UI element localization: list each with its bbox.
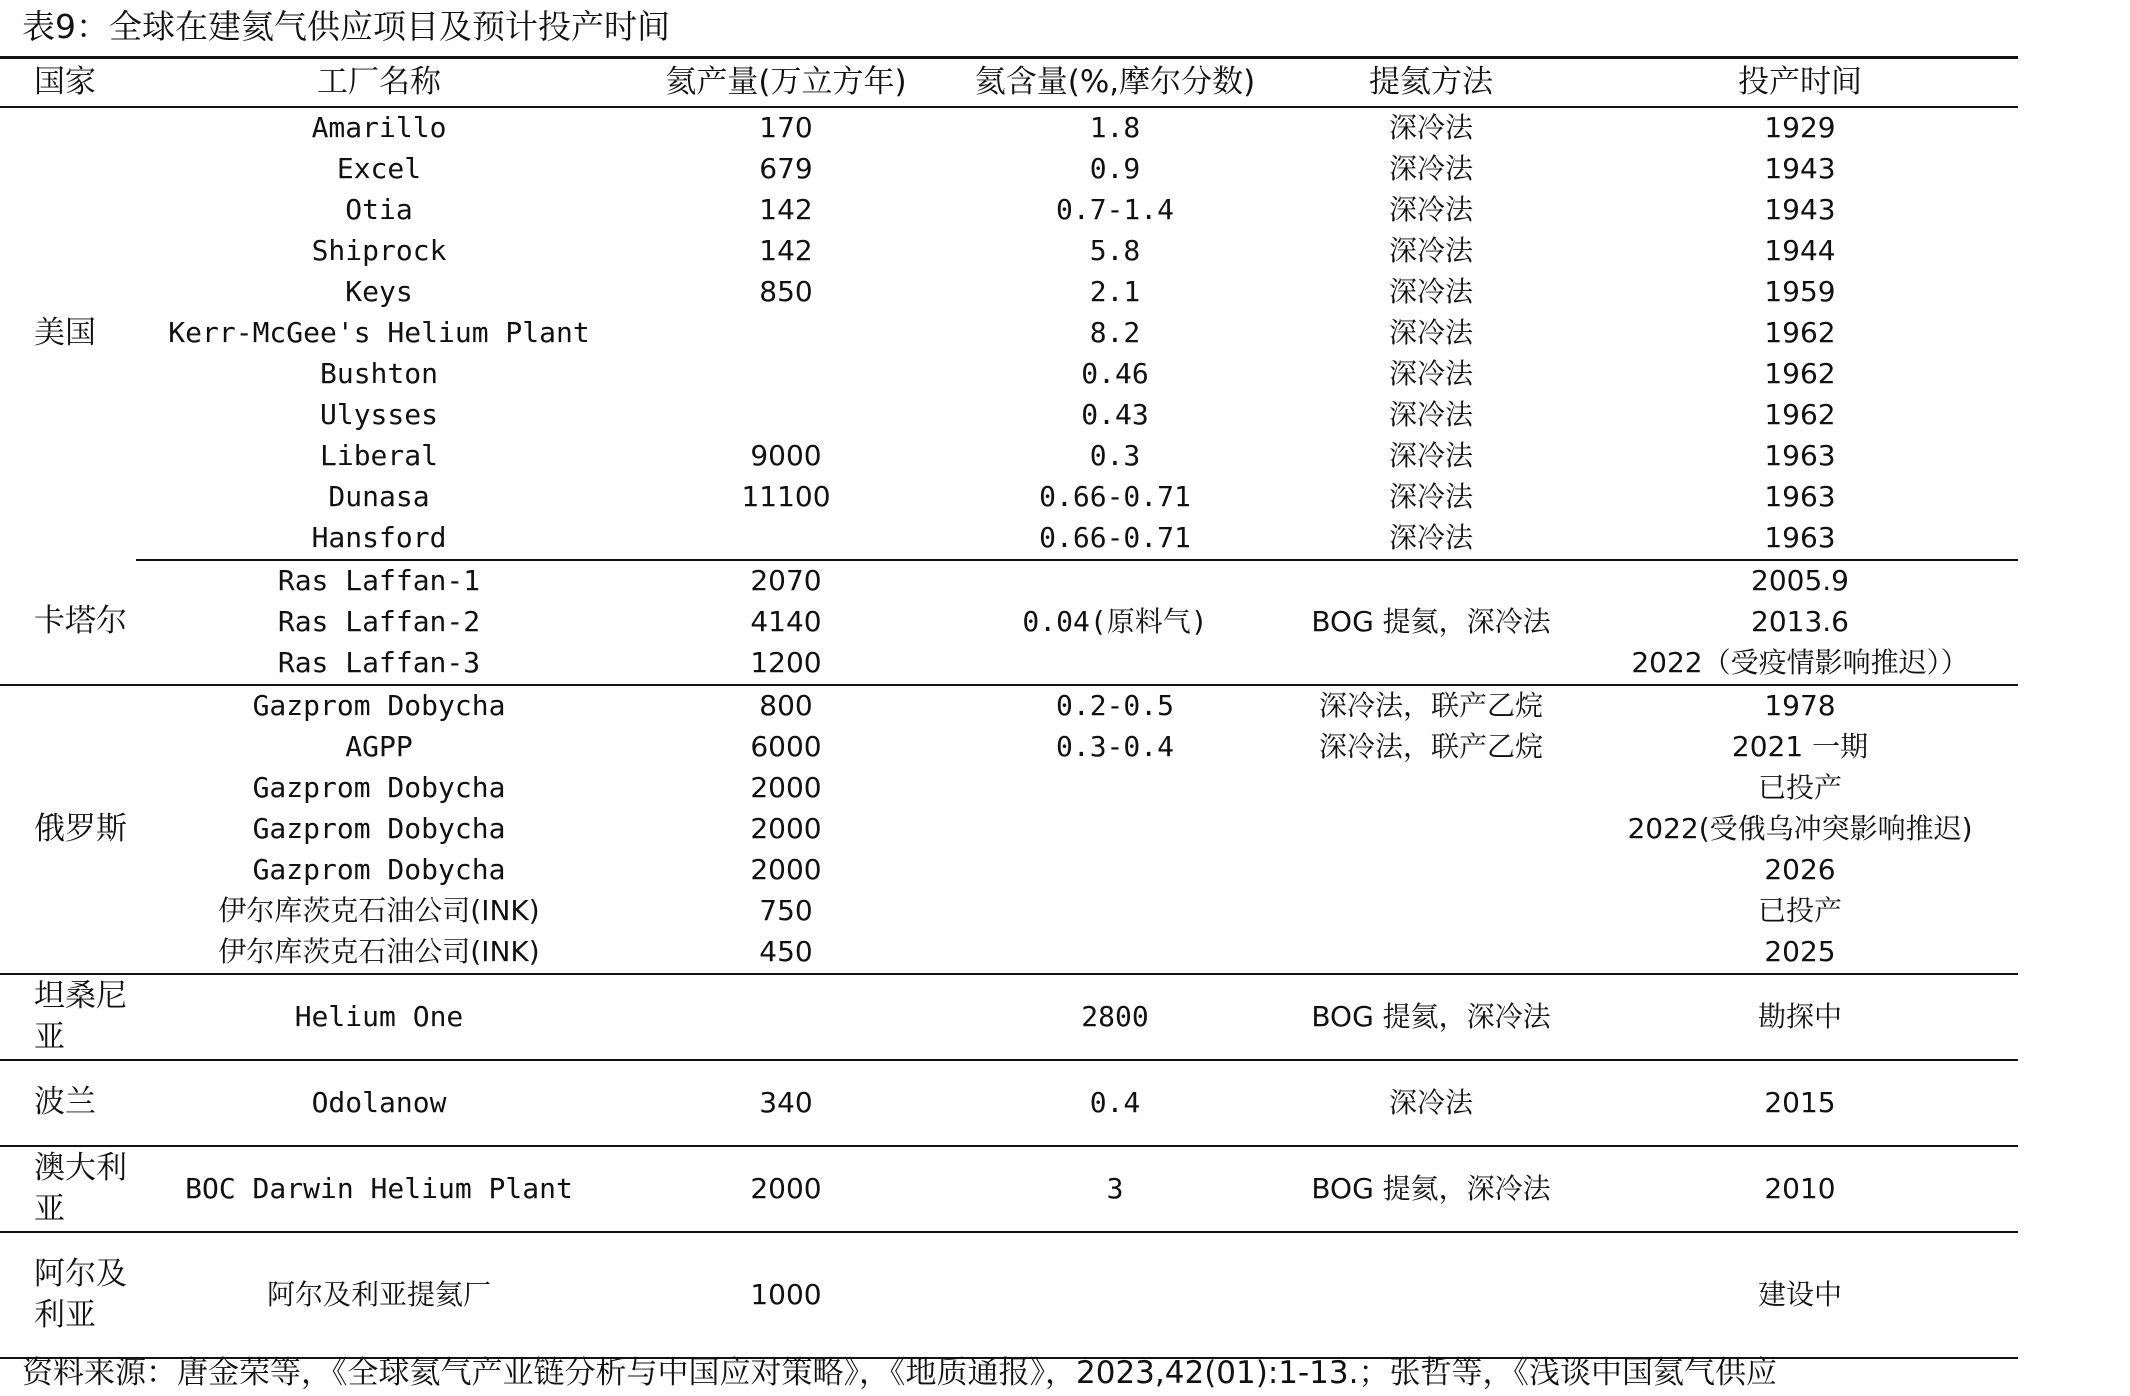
- method-cell: 深冷法: [1388, 357, 1473, 390]
- content-cell: 0.66-0.71: [950, 518, 1280, 560]
- plant-cell: Bushton: [319, 357, 438, 390]
- output-cell: 1000: [622, 1232, 950, 1358]
- method-cell: 深冷法，联产乙烷: [1318, 730, 1543, 763]
- plant-cell: Excel: [336, 152, 422, 185]
- plant-cell: Dunasa: [328, 480, 430, 513]
- output-cell: 2000: [750, 812, 822, 845]
- header-country: 国家: [0, 58, 136, 107]
- date-cell: 2021 一期: [1731, 730, 1869, 763]
- content-cell: 1.8: [1089, 111, 1141, 144]
- table-row: [0, 974, 2018, 1060]
- table-row: [0, 395, 2018, 436]
- plant-cell: 伊尔库茨克石油公司(INK): [218, 894, 540, 927]
- plant-cell: Kerr-McGee's Helium Plant: [168, 316, 590, 349]
- output-cell: 679: [759, 152, 813, 185]
- content-cell: 0.04(原料气): [950, 560, 1280, 685]
- table-row: [0, 891, 2018, 932]
- output-cell: 2000: [750, 853, 822, 886]
- output-cell: 142: [759, 234, 813, 267]
- method-cell: [1280, 932, 1582, 974]
- plant-cell: Gazprom Dobycha: [252, 853, 506, 886]
- method-cell: 深冷法: [1388, 480, 1473, 513]
- date-cell: 勘探中: [1582, 974, 2018, 1060]
- date-cell: 1943: [1764, 193, 1836, 226]
- table-row: [0, 354, 2018, 395]
- date-cell: 2010: [1582, 1146, 2018, 1232]
- method-cell: 深冷法，联产乙烷: [1318, 689, 1543, 722]
- table-row: [0, 231, 2018, 272]
- table-row: [0, 190, 2018, 231]
- content-cell: [950, 768, 1280, 809]
- table-row: [0, 518, 2018, 560]
- header-output: 氦产量(万立方年): [622, 58, 950, 107]
- header-row: [0, 58, 2018, 107]
- date-cell: 1944: [1764, 234, 1836, 267]
- date-cell: 1963: [1764, 480, 1836, 513]
- table-title: 表9：全球在建氦气供应项目及预计投产时间: [22, 7, 670, 46]
- output-cell: 850: [759, 275, 813, 308]
- table-row: [0, 850, 2018, 891]
- content-cell: 0.46: [1081, 357, 1149, 390]
- output-cell: 1200: [622, 643, 950, 685]
- date-cell: 2025: [1582, 932, 2018, 974]
- header-method: 提氦方法: [1280, 58, 1582, 107]
- date-cell: 1962: [1764, 316, 1836, 349]
- plant-cell: 伊尔库茨克石油公司(INK): [136, 932, 622, 974]
- content-cell: 0.66-0.71: [1039, 480, 1191, 513]
- table-row: [0, 768, 2018, 809]
- output-cell: 6000: [750, 730, 822, 763]
- plant-cell: AGPP: [345, 730, 413, 763]
- plant-cell: Shiprock: [311, 234, 447, 267]
- plant-cell: Ras Laffan-2: [277, 605, 481, 638]
- table-row: [0, 1146, 2018, 1232]
- method-cell: [1280, 850, 1582, 891]
- output-cell: 4140: [750, 605, 822, 638]
- plant-cell: Liberal: [319, 439, 438, 472]
- content-cell: 0.7-1.4: [1055, 193, 1174, 226]
- date-cell: 2022(受俄乌冲突影响推迟): [1627, 812, 1973, 845]
- method-cell: 深冷法: [1388, 111, 1473, 144]
- method-cell: 深冷法: [1280, 518, 1582, 560]
- date-cell: 建设中: [1582, 1232, 2018, 1358]
- country-cell: 坦桑尼亚: [0, 974, 136, 1060]
- date-cell: 2005.9: [1751, 564, 1849, 597]
- table-row: [0, 149, 2018, 190]
- date-cell: 1963: [1764, 439, 1836, 472]
- content-cell: 0.3: [1089, 439, 1141, 472]
- header-date: 投产时间: [1582, 58, 2018, 107]
- method-cell: 深冷法: [1388, 152, 1473, 185]
- date-cell: 2022（受疫情影响推迟））: [1582, 643, 2018, 685]
- plant-cell: Ras Laffan-1: [277, 564, 481, 597]
- output-cell: 450: [622, 932, 950, 974]
- output-cell: 9000: [750, 439, 822, 472]
- output-cell: [622, 354, 950, 395]
- content-cell: 0.43: [1081, 398, 1149, 431]
- output-cell: 170: [759, 111, 813, 144]
- country-cell: 卡塔尔: [0, 560, 136, 685]
- output-cell: 142: [759, 193, 813, 226]
- method-cell: [1280, 809, 1582, 850]
- output-cell: 2000: [622, 1146, 950, 1232]
- method-cell: 深冷法: [1388, 234, 1473, 267]
- output-cell: 800: [759, 689, 813, 722]
- table-row: [0, 932, 2018, 974]
- plant-cell: Ulysses: [319, 398, 438, 431]
- plant-cell: Gazprom Dobycha: [252, 771, 506, 804]
- country-cell: 俄罗斯: [0, 685, 136, 974]
- header-plant: 工厂名称: [136, 58, 622, 107]
- output-cell: 2000: [750, 771, 822, 804]
- table-row: [0, 685, 2018, 727]
- content-cell: [950, 850, 1280, 891]
- date-cell: 1943: [1764, 152, 1836, 185]
- content-cell: 0.4: [950, 1060, 1280, 1146]
- date-cell: 2015: [1582, 1060, 2018, 1146]
- content-cell: 2800: [950, 974, 1280, 1060]
- header-content: 氦含量(%,摩尔分数): [950, 58, 1280, 107]
- content-cell: [950, 1232, 1280, 1358]
- date-cell: 已投产: [1757, 771, 1842, 804]
- table-row: [0, 107, 2018, 149]
- date-cell: 1929: [1764, 111, 1836, 144]
- plant-cell: Odolanow: [136, 1060, 622, 1146]
- plant-cell: Gazprom Dobycha: [252, 812, 506, 845]
- output-cell: [622, 313, 950, 354]
- output-cell: 340: [622, 1060, 950, 1146]
- output-cell: 750: [759, 894, 813, 927]
- plant-cell: Amarillo: [311, 111, 447, 144]
- plant-cell: Ras Laffan-3: [136, 643, 622, 685]
- method-cell: 深冷法: [1388, 439, 1473, 472]
- content-cell: [950, 932, 1280, 974]
- output-cell: 2070: [750, 564, 822, 597]
- content-cell: [950, 891, 1280, 932]
- table-row: [0, 313, 2018, 354]
- output-cell: [622, 518, 950, 560]
- table-row: [0, 809, 2018, 850]
- table-row: [0, 1232, 2018, 1358]
- date-cell: 1978: [1764, 689, 1836, 722]
- plant-cell: Hansford: [136, 518, 622, 560]
- table-row: [0, 1060, 2018, 1146]
- content-cell: 5.8: [1089, 234, 1141, 267]
- method-cell: 深冷法: [1388, 193, 1473, 226]
- output-cell: [622, 395, 950, 436]
- date-cell: 1962: [1764, 398, 1836, 431]
- source-note: 资料来源：唐金荣等，《全球氦气产业链分析与中国应对策略》，《地质通报》，2023,42(01):1-13.；张哲等，《浅谈中国氦气供应: [22, 1355, 1777, 1391]
- helium-projects-table: [0, 56, 2018, 1359]
- date-cell: 1962: [1764, 357, 1836, 390]
- method-cell: 深冷法: [1388, 398, 1473, 431]
- output-cell: [622, 974, 950, 1060]
- date-cell: 已投产: [1757, 894, 1842, 927]
- table-row: [0, 272, 2018, 313]
- plant-cell: 阿尔及利亚提氦厂: [136, 1232, 622, 1358]
- method-cell: BOG 提氦，深冷法: [1280, 560, 1582, 685]
- content-cell: 0.9: [1089, 152, 1141, 185]
- country-cell: 阿尔及利亚: [0, 1232, 136, 1358]
- method-cell: BOG 提氦，深冷法: [1280, 1146, 1582, 1232]
- method-cell: [1280, 768, 1582, 809]
- content-cell: 3: [950, 1146, 1280, 1232]
- method-cell: 深冷法: [1388, 316, 1473, 349]
- content-cell: 0.2-0.5: [1055, 689, 1174, 722]
- plant-cell: Keys: [345, 275, 413, 308]
- date-cell: 1959: [1764, 275, 1836, 308]
- plant-cell: BOC Darwin Helium Plant: [136, 1146, 622, 1232]
- date-cell: 1963: [1582, 518, 2018, 560]
- content-cell: 8.2: [1089, 316, 1141, 349]
- method-cell: [1280, 1232, 1582, 1358]
- country-cell: 澳大利亚: [0, 1146, 136, 1232]
- table-row: [0, 560, 2018, 602]
- method-cell: 深冷法: [1388, 275, 1473, 308]
- plant-cell: Helium One: [136, 974, 622, 1060]
- output-cell: 11100: [741, 480, 831, 513]
- content-cell: 0.3-0.4: [1055, 730, 1174, 763]
- content-cell: 2.1: [1089, 275, 1141, 308]
- method-cell: [1280, 891, 1582, 932]
- method-cell: BOG 提氦，深冷法: [1280, 974, 1582, 1060]
- table-row: [0, 436, 2018, 477]
- plant-cell: Gazprom Dobycha: [252, 689, 506, 722]
- method-cell: 深冷法: [1280, 1060, 1582, 1146]
- country-cell: 波兰: [0, 1060, 136, 1146]
- table-row: [0, 727, 2018, 768]
- country-cell: 美国: [34, 315, 96, 351]
- content-cell: [950, 809, 1280, 850]
- date-cell: 2026: [1764, 853, 1836, 886]
- date-cell: 2013.6: [1751, 605, 1849, 638]
- plant-cell: Otia: [345, 193, 413, 226]
- table-row: [0, 477, 2018, 518]
